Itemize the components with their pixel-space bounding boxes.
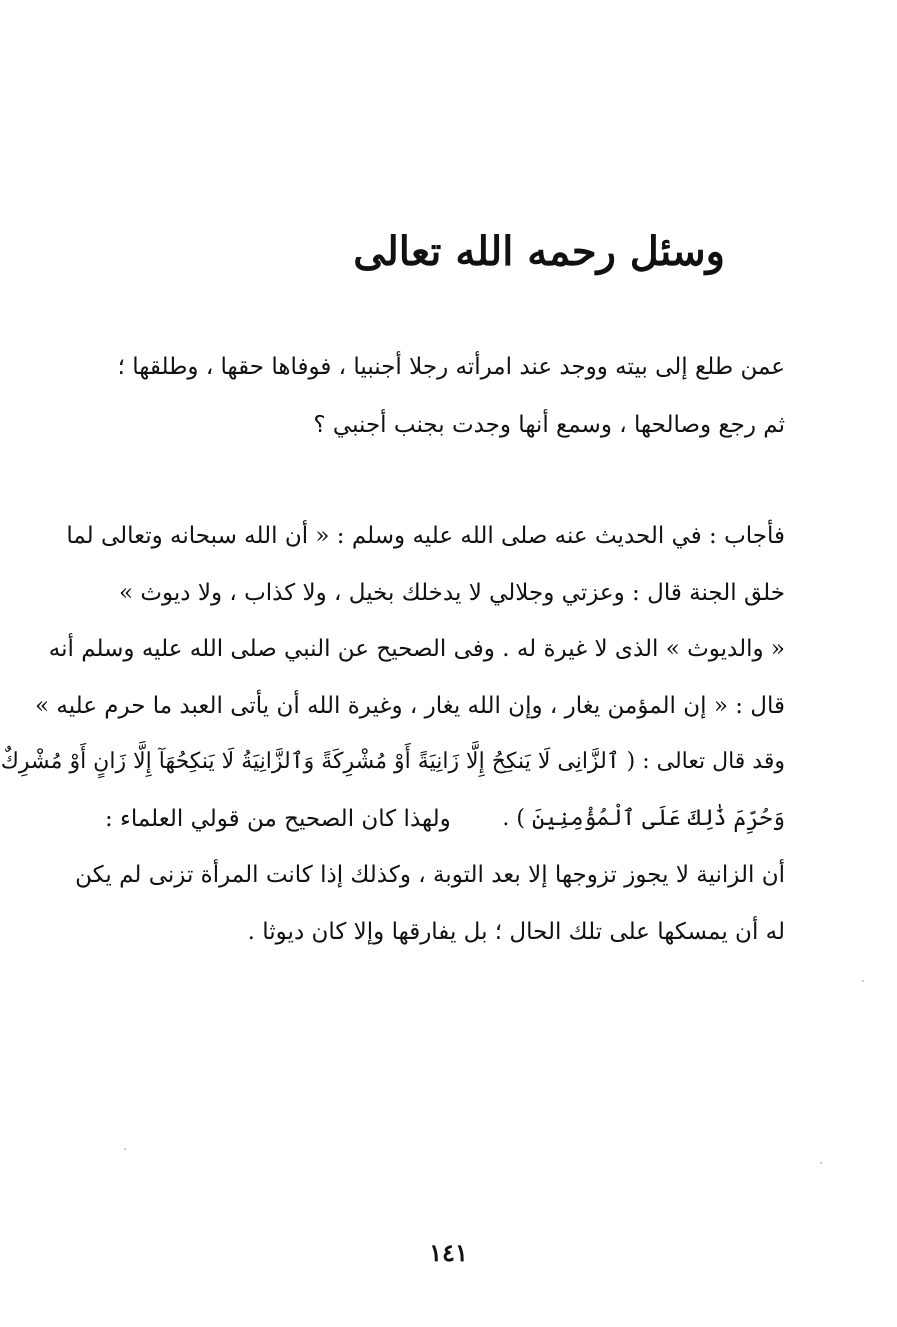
scan-speck	[862, 980, 864, 982]
answer-line: له أن يمسكها على تلك الحال ؛ بل يفارقها وإلا كان ديوثا .	[247, 918, 785, 945]
answer-line: خلق الجنة قال : وعزتي وجلالي لا يدخلك بخيل ، ولا كذاب ، ولا ديوث »	[118, 579, 785, 606]
scholars-opinion-lead: ولهذا كان الصحيح من قولي العلماء :	[105, 805, 451, 832]
section-heading: وسئل رحمه الله تعالى	[353, 228, 725, 275]
question-line: ثم رجع وصالحها ، وسمع أنها وجدت بجنب أجنبي ؟	[313, 412, 785, 438]
answer-line: قال : « إن المؤمن يغار ، وإن الله يغار ، وغيرة الله أن يأتى العبد ما حرم عليه »	[34, 692, 785, 719]
answer-line: أن الزانية لا يجوز تزوجها إلا بعد التوبة ، وكذلك إذا كانت المرأة تزنى لم يكن	[75, 862, 785, 888]
answer-line: « والديوث » الذى لا غيرة له . وفى الصحيح عن النبي صلى الله عليه وسلم أنه	[48, 636, 785, 662]
answer-line: فأجاب : في الحديث عنه صلى الله عليه وسلم : « أن الله سبحانه وتعالى لما	[66, 523, 785, 549]
page-number: ١٤١	[429, 1238, 468, 1267]
scan-speck	[124, 1148, 126, 1150]
answer-paragraph	[0, 508, 785, 960]
quran-verse-line: وقد قال تعالى : ( ٱلزَّانِى لَا يَنكِحُ إِلَّا زَانِيَةً أَوْ مُشْرِكَةً وَٱلزَّانِيَةُ لَا يَنكِحُهَآ إِلَّا زَانٍ أَوْ مُشْرِكٌ	[0, 749, 785, 774]
answer-split-line	[105, 791, 785, 848]
quran-verse-end: وَحُرِّمَ ذَٰلِكَ عَلَى ٱلْمُؤْمِنِينَ ) .	[502, 805, 785, 831]
question-paragraph	[105, 338, 785, 454]
scan-speck	[820, 1162, 822, 1164]
question-line: عمن طلع إلى بيته ووجد عند امرأته رجلا أجنبيا ، فوفاها حقها ، وطلقها ؛	[117, 354, 785, 380]
